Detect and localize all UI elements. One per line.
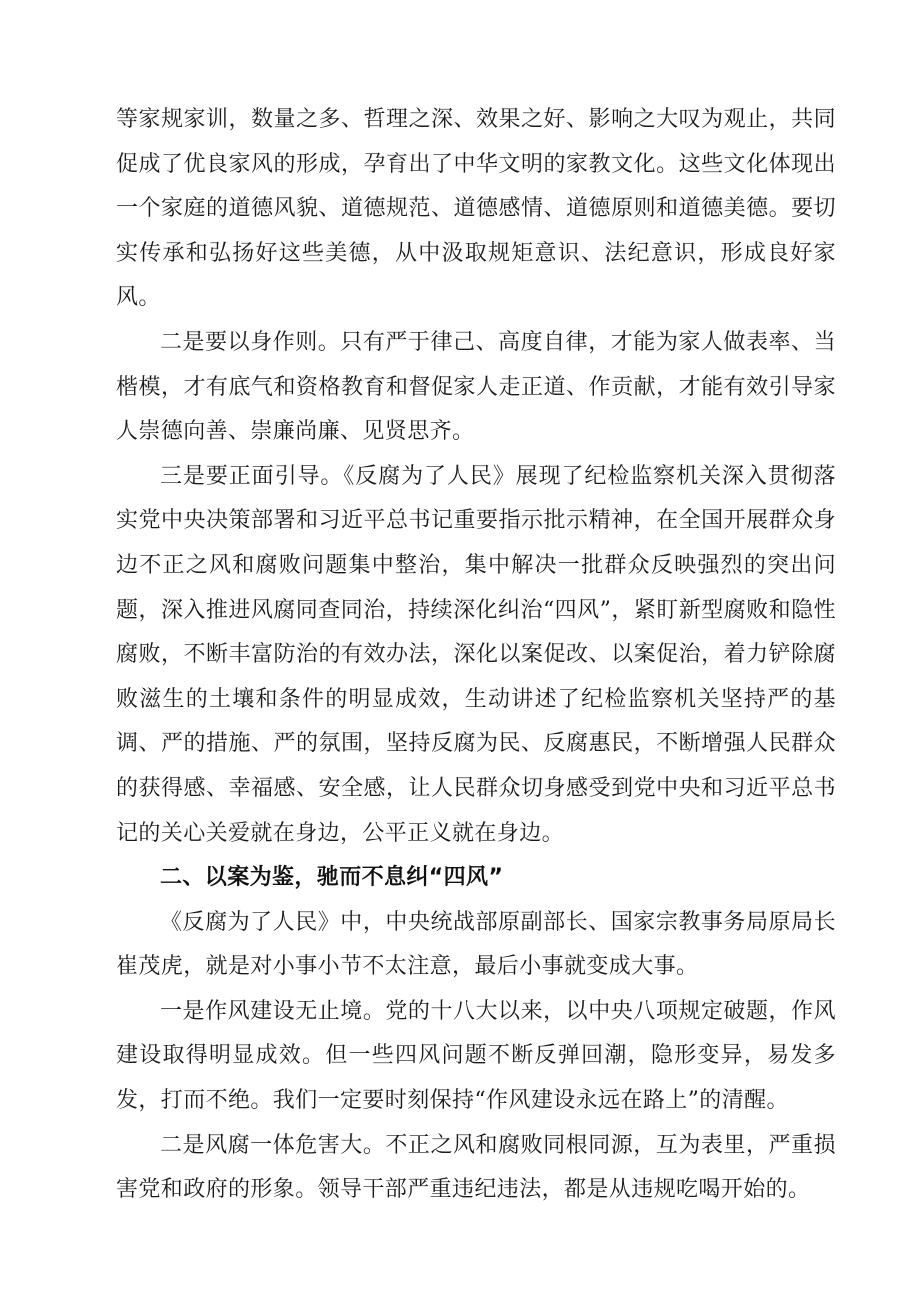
- paragraph-case-intro: 《反腐为了人民》中，中央统战部原副部长、国家宗教事务局原局长崔茂虎，就是对小事小节不太注意，最后小事就变成大事。: [116, 909, 836, 980]
- paragraph-family-tradition: 等家规家训，数量之多、哲理之深、效果之好、影响之大叹为观止，共同促成了优良家风的形成，孕育出了中华文明的家教文化。这些文化体现出一个家庭的道德风貌、道德规范、道德感情、道德原则和道德美德。要切实传承和弘扬好这些美德，从中汲取规矩意识、法纪意识，形成良好家风。: [116, 107, 836, 311]
- paragraph-positive-guidance: 三是要正面引导。《反腐为了人民》展现了纪检监察机关深入贯彻落实党中央决策部署和习近平总书记重要指示批示精神，在全国开展群众身边不正之风和腐败问题集中整治，集中解决一批群众反映强烈的突出问题，深入推进风腐同查同治，持续深化纠治“四风”，紧盯新型腐败和隐性腐败，不断丰富防治的有效办法，深化以案促改、以案促治，着力铲除腐败滋生的土壤和条件的明显成效，生动讲述了纪检监察机关坚持严的基调、严的措施、严的氛围，坚持反腐为民、反腐惠民，不断增强人民群众的获得感、幸福感、安全感，让人民群众切身感受到党中央和习近平总书记的关心关爱就在身边，公平正义就在身边。: [116, 463, 836, 846]
- section-heading: 二、以案为鉴，驰而不息纠“四风”: [160, 865, 504, 891]
- paragraph-lead-by-example: 二是要以身作则。只有严于律己、高度自律，才能为家人做表率、当楷模，才有底气和资格教育和督促家人走正道、作贡献，才能有效引导家人崇德向善、崇廉尚廉、见贤思齐。: [116, 329, 836, 445]
- paragraph-style-building: 一是作风建设无止境。党的十八大以来，以中央八项规定破题，作风建设取得明显成效。但一些四风问题不断反弹回潮，隐形变异，易发多发，打而不绝。我们一定要时刻保持“作风建设永远在路上”的清醒。: [116, 998, 836, 1114]
- paragraph-style-corruption: 二是风腐一体危害大。不正之风和腐败同根同源，互为表里，严重损害党和政府的形象。领导干部严重违纪违法，都是从违规吃喝开始的。: [116, 1132, 836, 1203]
- document-body: [116, 98, 836, 1213]
